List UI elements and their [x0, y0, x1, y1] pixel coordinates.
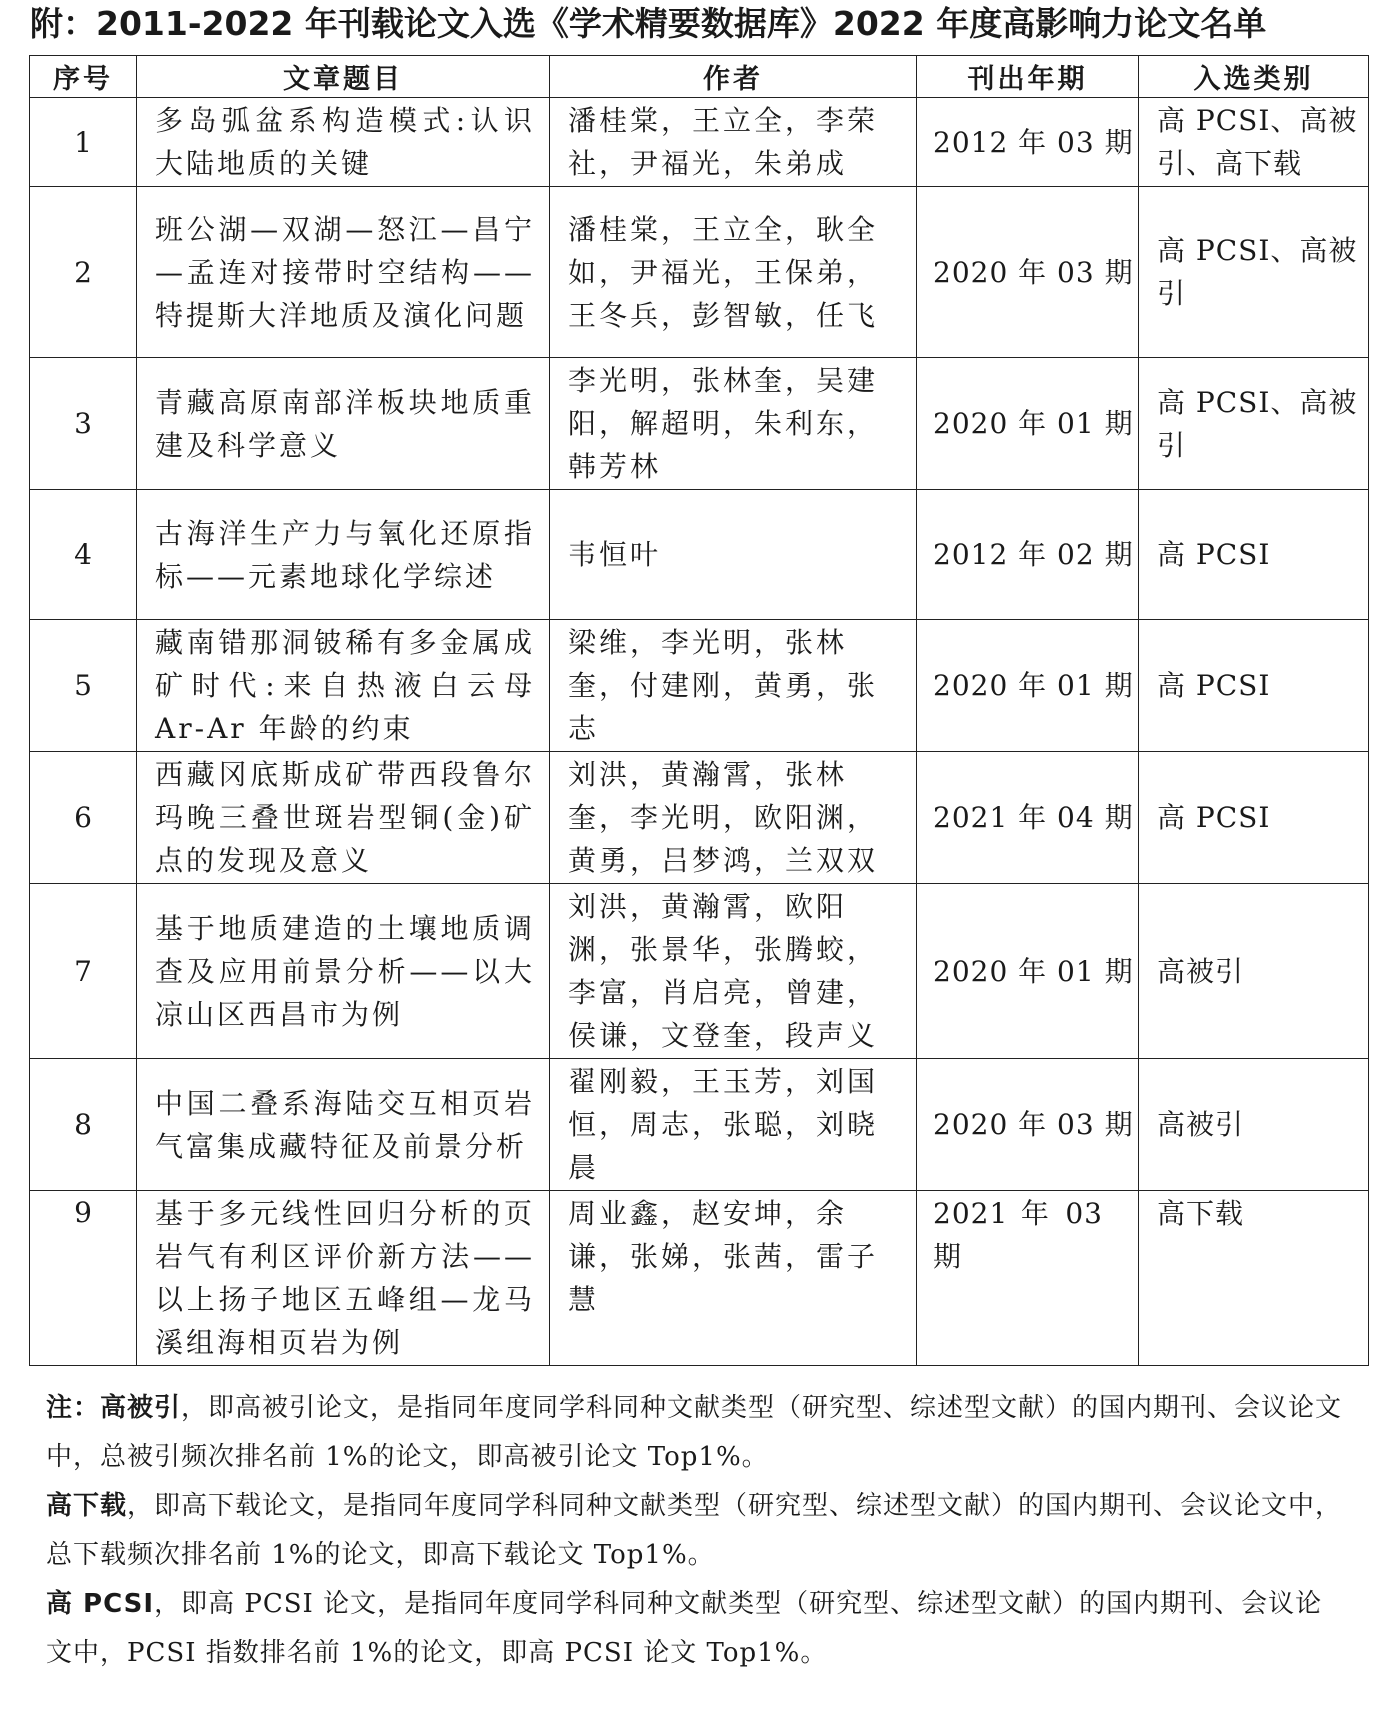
table-row	[30, 752, 1369, 884]
row-title: 藏南错那洞铍稀有多金属成矿时代:来自热液白云母 Ar-Ar 年龄的约束	[137, 620, 550, 752]
table-row	[30, 98, 1369, 187]
row-title: 青藏高原南部洋板块地质重建及科学意义	[137, 358, 550, 490]
row-title: 基于多元线性回归分析的页岩气有利区评价新方法——以上扬子地区五峰组—龙马溪组海相页岩为例	[137, 1191, 550, 1366]
row-issue: 2020 年 03 期	[917, 187, 1139, 358]
table-row	[30, 1059, 1369, 1191]
header-authors: 作者	[550, 56, 917, 98]
note-text: ，即高被引论文，是指同年度同学科同种文献类型（研究型、综述型文献）的国内期刊、会议论文中，总被引频次排名前 1%的论文，即高被引论文 Top1%。	[46, 1393, 1343, 1472]
row-category: 高 PCSI、高被引	[1139, 187, 1369, 358]
row-no: 8	[30, 1059, 137, 1191]
row-title: 多岛弧盆系构造模式:认识大陆地质的关键	[137, 98, 550, 187]
note-term: 高 PCSI	[46, 1589, 155, 1619]
row-authors: 刘洪，黄瀚霄，张林奎，李光明，欧阳渊，黄勇，吕梦鸿，兰双双	[550, 752, 917, 884]
table-row	[30, 187, 1369, 358]
note-text: ，即高 PCSI 论文，是指同年度同学科同种文献类型（研究型、综述型文献）的国内期刊、会议论文中，PCSI 指数排名前 1%的论文，即高 PCSI 论文 Top1%。	[46, 1589, 1323, 1668]
header-category: 入选类别	[1139, 56, 1369, 98]
note-high-pcsi	[46, 1580, 1346, 1678]
paper-list-table	[29, 55, 1369, 1366]
note-highly-cited	[46, 1384, 1346, 1482]
row-category: 高下载	[1139, 1191, 1369, 1366]
page-title: 附：2011-2022 年刊载论文入选《学术精要数据库》2022 年度高影响力论文名单	[30, 4, 1267, 43]
row-category: 高 PCSI	[1139, 752, 1369, 884]
row-no: 6	[30, 752, 137, 884]
table-header-row	[30, 56, 1369, 98]
note-high-download	[46, 1482, 1346, 1580]
table-row	[30, 490, 1369, 620]
table-row	[30, 884, 1369, 1059]
row-authors: 潘桂棠，王立全，耿全如，尹福光，王保弟，王冬兵，彭智敏，任飞	[550, 187, 917, 358]
row-category: 高 PCSI	[1139, 490, 1369, 620]
header-issue: 刊出年期	[917, 56, 1139, 98]
row-issue-text: 2021 年 03 期	[933, 1197, 1103, 1273]
row-issue: 2020 年 01 期	[917, 620, 1139, 752]
table-row	[30, 1191, 1369, 1366]
row-no: 4	[30, 490, 137, 620]
table-row	[30, 358, 1369, 490]
table-row	[30, 620, 1369, 752]
row-issue: 2012 年 02 期	[917, 490, 1139, 620]
notes-section	[46, 1384, 1346, 1678]
row-issue: 2020 年 03 期	[917, 1059, 1139, 1191]
row-issue: 2020 年 01 期	[917, 884, 1139, 1059]
row-issue: 2020 年 01 期	[917, 358, 1139, 490]
row-title: 古海洋生产力与氧化还原指标——元素地球化学综述	[137, 490, 550, 620]
row-authors: 韦恒叶	[550, 490, 917, 620]
row-issue: 2012 年 03 期	[917, 98, 1139, 187]
row-authors: 李光明，张林奎，吴建阳，解超明，朱利东，韩芳林	[550, 358, 917, 490]
row-category: 高被引	[1139, 1059, 1369, 1191]
note-term: 高下载	[46, 1491, 128, 1521]
row-no: 9	[30, 1191, 137, 1366]
row-no: 2	[30, 187, 137, 358]
row-authors: 潘桂棠，王立全，李荣社，尹福光，朱弟成	[550, 98, 917, 187]
row-title: 西藏冈底斯成矿带西段鲁尔玛晚三叠世斑岩型铜(金)矿点的发现及意义	[137, 752, 550, 884]
row-issue	[917, 1191, 1139, 1366]
note-text: ，即高下载论文，是指同年度同学科同种文献类型（研究型、综述型文献）的国内期刊、会议论文中，总下载频次排名前 1%的论文，即高下载论文 Top1%。	[46, 1491, 1343, 1570]
row-title: 基于地质建造的土壤地质调查及应用前景分析——以大凉山区西昌市为例	[137, 884, 550, 1059]
note-term: 注：高被引	[46, 1393, 182, 1423]
row-issue: 2021 年 04 期	[917, 752, 1139, 884]
row-category: 高 PCSI、高被引	[1139, 358, 1369, 490]
row-category: 高 PCSI	[1139, 620, 1369, 752]
row-authors: 刘洪，黄瀚霄，欧阳渊，张景华，张腾蛟，李富，肖启亮，曾建，侯谦，文登奎，段声义	[550, 884, 917, 1059]
row-category: 高被引	[1139, 884, 1369, 1059]
header-no: 序号	[30, 56, 137, 98]
header-title: 文章题目	[137, 56, 550, 98]
row-title: 班公湖—双湖—怒江—昌宁—孟连对接带时空结构——特提斯大洋地质及演化问题	[137, 187, 550, 358]
row-authors: 翟刚毅，王玉芳，刘国恒，周志，张聪，刘晓晨	[550, 1059, 917, 1191]
row-authors: 周业鑫，赵安坤，余谦，张娣，张茜，雷子慧	[550, 1191, 917, 1366]
row-no: 5	[30, 620, 137, 752]
row-category: 高 PCSI、高被引、高下载	[1139, 98, 1369, 187]
row-authors: 梁维，李光明，张林奎，付建刚，黄勇，张志	[550, 620, 917, 752]
row-no: 7	[30, 884, 137, 1059]
row-title: 中国二叠系海陆交互相页岩气富集成藏特征及前景分析	[137, 1059, 550, 1191]
row-no: 1	[30, 98, 137, 187]
row-no: 3	[30, 358, 137, 490]
